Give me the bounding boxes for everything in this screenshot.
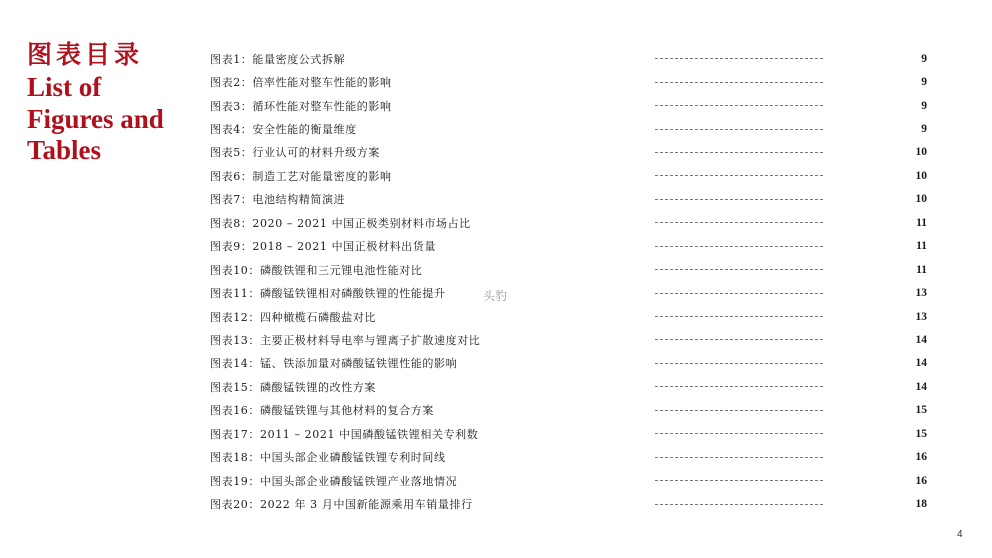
toc-row-label: 图表17：2011 – 2021 中国磷酸锰铁锂相关专利数 xyxy=(210,427,479,441)
toc-row-page: 13 xyxy=(915,287,927,300)
title-english: List of Figures and Tables xyxy=(27,72,164,165)
watermark: 头豹 xyxy=(483,289,508,303)
toc-row-label: 图表8：2020 – 2021 中国正极类别材料市场占比 xyxy=(210,216,471,230)
toc-row-page: 9 xyxy=(921,76,927,89)
toc-row-page: 11 xyxy=(916,240,927,253)
dot-leader xyxy=(655,422,823,445)
toc-row[interactable] xyxy=(210,399,930,422)
toc-row[interactable] xyxy=(210,141,930,164)
toc-row-page: 10 xyxy=(915,193,927,206)
dot-leader xyxy=(655,117,823,140)
dot-leader xyxy=(655,235,823,258)
toc-row[interactable] xyxy=(210,375,930,398)
toc-row-label: 图表16：磷酸锰铁锂与其他材料的复合方案 xyxy=(210,404,434,418)
dot-leader xyxy=(655,141,823,164)
toc-row[interactable] xyxy=(210,422,930,445)
toc-row-page: 16 xyxy=(915,451,927,464)
side-title xyxy=(27,38,177,167)
toc-row-page: 15 xyxy=(915,427,927,440)
toc-row-label: 图表3：循环性能对整车性能的影响 xyxy=(210,99,392,113)
toc-row-page: 13 xyxy=(915,310,927,323)
toc-row[interactable] xyxy=(210,47,930,70)
toc-row-label: 图表12：四种橄榄石磷酸盐对比 xyxy=(210,310,376,324)
toc-row[interactable] xyxy=(210,117,930,140)
toc-row-label: 图表4：安全性能的衡量维度 xyxy=(210,123,357,137)
toc-list xyxy=(210,47,930,516)
dot-leader xyxy=(655,399,823,422)
toc-row-label: 图表11：磷酸锰铁锂相对磷酸铁锂的性能提升 xyxy=(210,287,446,301)
toc-row-label: 图表18：中国头部企业磷酸锰铁锂专利时间线 xyxy=(210,451,446,465)
toc-row-page: 10 xyxy=(915,146,927,159)
toc-row-label: 图表15：磷酸锰铁锂的改性方案 xyxy=(210,380,376,394)
toc-row-label: 图表5：行业认可的材料升级方案 xyxy=(210,146,380,160)
toc-row[interactable] xyxy=(210,164,930,187)
toc-row-label: 图表6：制造工艺对能量密度的影响 xyxy=(210,169,392,183)
slide-number: 4 xyxy=(957,529,963,540)
dot-leader xyxy=(655,164,823,187)
toc-row-page: 18 xyxy=(915,498,927,511)
dot-leader xyxy=(655,70,823,93)
dot-leader xyxy=(655,445,823,468)
toc-row-label: 图表13：主要正极材料导电率与锂离子扩散速度对比 xyxy=(210,333,481,347)
toc-row[interactable] xyxy=(210,188,930,211)
toc-row-page: 10 xyxy=(915,169,927,182)
toc-row-label: 图表10：磷酸铁锂和三元锂电池性能对比 xyxy=(210,263,423,277)
dot-leader xyxy=(655,258,823,281)
dot-leader xyxy=(655,328,823,351)
toc-row[interactable] xyxy=(210,352,930,375)
dot-leader xyxy=(655,281,823,304)
toc-row[interactable] xyxy=(210,211,930,234)
toc-row-page: 14 xyxy=(915,333,927,346)
toc-row[interactable] xyxy=(210,445,930,468)
toc-row[interactable] xyxy=(210,469,930,492)
toc-row-page: 14 xyxy=(915,380,927,393)
toc-row[interactable] xyxy=(210,235,930,258)
toc-row-page: 9 xyxy=(921,123,927,136)
title-chinese: 图表目录 xyxy=(27,40,144,69)
toc-row[interactable] xyxy=(210,94,930,117)
toc-row-page: 11 xyxy=(916,263,927,276)
dot-leader xyxy=(655,211,823,234)
toc-row-label: 图表14：锰、铁添加量对磷酸锰铁锂性能的影响 xyxy=(210,357,458,371)
dot-leader xyxy=(655,469,823,492)
dot-leader xyxy=(655,47,823,70)
dot-leader xyxy=(655,188,823,211)
toc-row-page: 16 xyxy=(915,474,927,487)
toc-row[interactable] xyxy=(210,305,930,328)
toc-row-label: 图表20：2022 年 3 月中国新能源乘用车销量排行 xyxy=(210,498,473,512)
toc-row-page: 11 xyxy=(916,216,927,229)
toc-row[interactable] xyxy=(210,492,930,515)
toc-row-label: 图表7：电池结构精简演进 xyxy=(210,193,346,207)
dot-leader xyxy=(655,305,823,328)
toc-row-label: 图表9：2018 – 2021 中国正极材料出货量 xyxy=(210,240,436,254)
toc-row-label: 图表1：能量密度公式拆解 xyxy=(210,52,346,66)
toc-row-page: 15 xyxy=(915,404,927,417)
toc-row-label: 图表2：倍率性能对整车性能的影响 xyxy=(210,76,392,90)
toc-row[interactable] xyxy=(210,70,930,93)
dot-leader xyxy=(655,375,823,398)
dot-leader xyxy=(655,492,823,515)
toc-row-page: 14 xyxy=(915,357,927,370)
toc-row-label: 图表19：中国头部企业磷酸锰铁锂产业落地情况 xyxy=(210,474,458,488)
toc-row-page: 9 xyxy=(921,99,927,112)
toc-row[interactable] xyxy=(210,258,930,281)
toc-row[interactable] xyxy=(210,328,930,351)
toc-row[interactable] xyxy=(210,281,930,304)
dot-leader xyxy=(655,94,823,117)
dot-leader xyxy=(655,352,823,375)
toc-row-page: 9 xyxy=(921,52,927,65)
